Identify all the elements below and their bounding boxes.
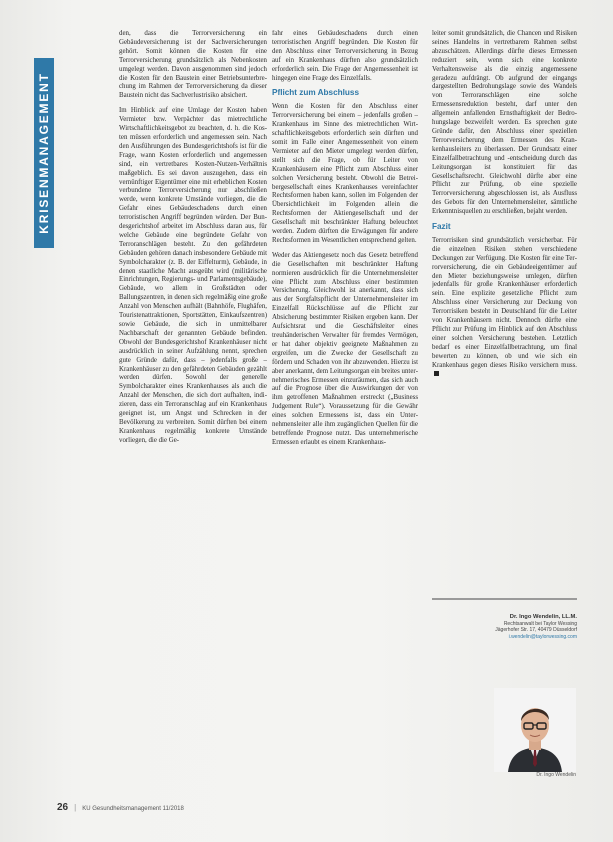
- page-footer: [57, 802, 457, 813]
- journal-name: KU Gesundheitsmanagement 11/2018: [82, 806, 184, 812]
- text-column-2: [272, 30, 418, 770]
- section-heading: Fazit: [432, 222, 451, 232]
- author-box: [432, 598, 577, 640]
- paragraph: Wenn die Kosten für den Abschluss einer Terrorversicherung bei einem – jedenfalls großen – Krankenhaus im Sinne des mietrechtlichen Wirtschaftlichkeitsgebots erforderlich sein dürften und somit im Falle einer Angemessenheit von einem Vermieter auf den Mieter umgelegt werden dürfen, stellt sich die Frage, ob für Leiter von Krankenhäusern eine Pflicht zum Abschluss einer solchen Versicherung besteht. Obwohl die Betreibergesellschaft eines Krankenhauses vereinfachter Rechtsformen haben kann, sollen im Folgenden der Übersichtlichkeit im Folgenden allein die Rechtsformen der Aktiengesellschaft und der Gesellschaft mit beschränkter Haftung beleuchtet werden. Zudem dürften die Erwägungen für andere Rechtsformen im Wesentlichen entsprechend gelten.: [272, 103, 418, 244]
- text-column-3: [432, 30, 577, 590]
- paragraph: Weder das Aktiengesetz noch das Gesetz betreffend die Gesellschaften mit beschränkter Haftung normieren ausdrücklich für die Unternehmensleiter eine Pflicht zum Abschluss einer bestimmten Versicherung. Gleichwohl ist anerkannt, dass sich aus der Sorgfaltspflicht der Unternehmensleiter im Einzelfall Rückschlüsse auf die Pflicht zur Absicherung bestimmter Risiken ergeben kann. Der Aufsichtsrat und die Geschäftsleiter eines treuhänderischen Verwalter für fremdes Vermögen, er hat daher objektiv geeignete Maßnahmen zu ergreifen, um die Zwecke der Gesellschaft zu fördern und Schaden von ihr abzuwenden. Hierzu ist aber anerkannt, dem Leitungsorgan ein breites unternehmerisches Ermessen einzuräumen, das sich auch auf die Prognose über die Auswirkungen der von ihm getroffenen Maßnahmen erstreckt („Business Judgement Rule“). Voraussetzung für die Gewähr eines solchen Ermessens ist, dass ein Unternehmensleiter alle ihm zugänglichen Quellen für die betreffende Prognose nutzt. Das unternehmerische Ermessen erlaubt es einem Krankenhaus-: [272, 251, 418, 446]
- author-name: Dr. Ingo Wendelin, LL.M.: [509, 614, 577, 620]
- author-portrait-image: [494, 688, 576, 772]
- section-tab: [34, 58, 54, 248]
- footer-separator: |: [74, 803, 77, 812]
- paragraph: fahr eines Gebäudeschadens durch einen terroristischen Angriff begründen. Die Kosten für den Abschluss einer Terrorversicherung in Bezug auf ein Krankenhaus dürften also grundsätzlich erforderlich sein. Die Frage der Angemessenheit ist hingegen eine Frage des Einzelfalls.: [272, 30, 418, 82]
- paragraph: den, dass die Terrorversicherung ein Gebäudeversicherung ist der Sachversicherungen gehört. Somit können die Kosten für eine Terrorversicherung grundsätzlich als Nebenkosten umgelegt werden. Davon ausgenommen sind jedoch die Kosten für den Baustein einer Betriebsunterbrechung im Rahmen der Terrorversicherung da dieser Baustein nicht das Sachverlustrisiko absichert.: [119, 30, 267, 100]
- paragraph: Im Hinblick auf eine Umlage der Kosten haben Vermieter bzw. Verpächter das mietrechtliche Wirtschaftlichkeitsgebot zu beachten, d. h. die Kosten müssen erforderlich und angemessen sein. Nach den Ausführungen des Bundesgerichtshofs ist für die Frage, wann Kosten erforderlich und angemessen sind, ein vertretbares Kosten-Nutzen-Verhältnis maßgeblich. Es sei davon auszugehen, dass ein vernünftiger Eigentümer eine mit erheblichen Kosten verbundene Terrorversicherung nur abschließen werde, wenn konkrete Umstände vorliegen, die die Gefahr eines Gebäudeschadens durch einen terroristischen Angriff begründen würden. Der Bundesgerichtshof arbeitet im Abschluss daran aus, für welche Gebäude eine begründete Gefahr von Terroranschlägen besteht. Zu den gefährdeten Gebäuden gehören danach insbesondere Gebäude mit Symbolcharakter (z. B. der Eiffelturm), Gebäude, in denen staatliche Macht ausgeübt wird (militärische Einrichtungen, Regierungs- und Parlamentsgebäude), Gebäude, wo allem in Großstädten oder Ballungszentren, in denen sich regelmäßig eine große Anzahl von Menschen aufhält (Bahnhöfe, Flughäfen, Touristenattraktionen, Sportstätten, Einkaufszentren) sowie Gebäude, die sich in unmittelbarer Nachbarschaft der genannten Gebäude befinden. Obwohl der Bundesgerichtshof Krankenhäuser nicht ausdrücklich in seiner Aufzählung nennt, sprechen gute Gründe dafür, dass – jedenfalls große – Krankenhäuser zu den gefährdeten Gebäuden gezählt werden dürfen. Sowohl der generelle Symbolcharakter eines Krankenhauses als auch die Anzahl der Menschen, die sich dort aufhalten, indizieren, dass ein Terroranschlag auf ein Krankenhaus geeignet ist, um Angst und Schrecken in der Bevölkerung zu verbreiten. Somit dürften bei einem Krankenhaus regelmäßig konkrete Umstände vorliegen, die die Ge-: [119, 107, 267, 444]
- photo-caption: Dr. Ingo Wendelin: [536, 772, 576, 778]
- section-label: KRISENMANAGEMENT: [37, 72, 51, 234]
- author-role: Rechtsanwalt bei Taylor Wessing: [503, 620, 577, 627]
- page-number: 26: [57, 802, 69, 813]
- end-of-article-mark: [434, 371, 439, 376]
- section-heading: Pflicht zum Abschluss: [272, 88, 360, 98]
- author-address: Jägerhofer Str. 17, 40479 Düsseldorf: [495, 627, 577, 633]
- author-email: i.wendelin@taylorwessing.com: [508, 633, 577, 640]
- paragraph: [432, 237, 577, 380]
- paragraph-text: Terrorrisiken sind grundsätzlich versicherbar. Für die einzelnen Risiken stehen verschiedene Deckungen zur Verfügung. Die Kosten für eine Terrorversicherung, die ein Gebäudeeigentümer auf den Mieter beziehungsweise umlegen, dürften jedenfalls für große Krankenhäuser erforderlich sein. Eine explizite gesetzliche Pflicht zum Abschluss einer Versicherung zur Deckung von Terrorrisiken besteht in Deutschland für die Leiter von Krankenhäusern nicht. Dennoch dürfte eine Pflicht zur Prüfung im Hinblick auf den Abschluss einer solchen Versicherung bestehen. Letztlich bedarf es einer Einzelfallbetrachtung, um final bewerten zu können, ob und wie sich ein Krankenhaus gegen dieses Risiko versichern muss.: [432, 236, 577, 369]
- paragraph: leiter somit grundsätzlich, die Chancen und Risiken seines Handelns in vertretbarem Rahmen selbst abzuschätzen. Allerdings dürfte dieses Ermessen reduziert sein, wenn sich eine konkrete Verhaltensweise als die einzig angemessene geradezu aufdrängt. Ob aufgrund der eingangs dargestellten Bedrohungslage sowie des Wandels von Terroranschlägen eine solche Ermessensreduktion besteht, darf unter den allgemein anfallenden Ernsthaftigkeit der Bedrohungslage bezweifelt werden. Es sprechen gute Gründe dafür, den Abschluss einer speziellen Terrorversicherung dem Ermessen des Krankenhausleiters zu überlassen. Der Grundsatz einer Einzelfallbetrachtung und -entscheidung durch das Leitungsorgan ist konstituiert für das Gesellschaftsrecht. Gleichwohl dürfte aber eine Pflicht zur Prüfung, ob eine spezielle Terrorversicherung abgeschlossen ist, als Ausfluss des Gebots für den Unternehmensleiter, sämtliche Erkenntnisquellen zu erschließen, bejaht werden.: [432, 30, 577, 216]
- text-column-1: [119, 30, 267, 770]
- author-photo: [494, 688, 576, 772]
